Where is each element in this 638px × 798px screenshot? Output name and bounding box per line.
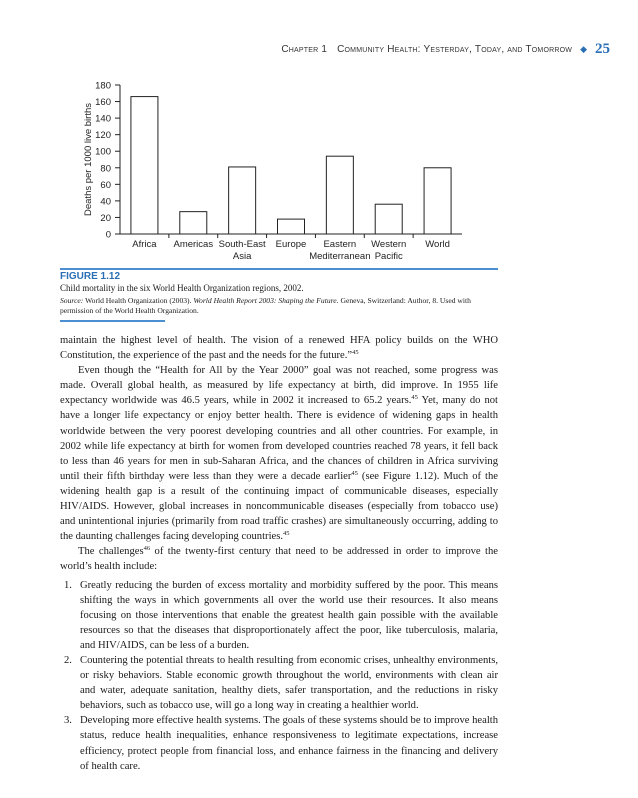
paragraph-2-text-b: Yet, many do not have a longer life expectancy or enjoy better health. There is evidence of widening gaps in health worldwide between the very poorest developing countries and all other countries. For example, in 2002 while life expectancy at birth for women from developed countries reached 78 years, it fell back to less than 46 years for men in sub-Saharan Africa, and the chances of children in Africa surviving until their fifth birthday were less than they were a decade earlier bbox=[60, 395, 498, 482]
category-label: South-East bbox=[218, 239, 266, 250]
y-tick-label: 40 bbox=[100, 196, 111, 208]
y-tick-label: 160 bbox=[95, 97, 111, 109]
bar bbox=[229, 167, 256, 234]
category-label: World bbox=[425, 239, 450, 250]
list-item-text: Countering the potential threats to health resulting from economic crises, unhealthy environments, or risky behaviors. Stable economic growth throughout the world, environments with clean air and water, adequate sanitation, healthy diets, safer transportation, and the reductions in risky behaviors, such as tobacco use, will go a long way in creating a healthier world. bbox=[80, 654, 498, 712]
category-label: Pacific bbox=[374, 251, 403, 262]
y-tick-label: 20 bbox=[100, 212, 111, 224]
bar bbox=[326, 156, 353, 234]
footnote-ref: 45 bbox=[411, 394, 418, 402]
y-tick-label: 140 bbox=[95, 113, 111, 125]
y-tick-label: 180 bbox=[95, 80, 111, 92]
page-number: 25 bbox=[595, 40, 610, 57]
paragraph-3 bbox=[60, 544, 498, 574]
header-chapter: Chapter 1 bbox=[281, 43, 328, 55]
paragraph-1 bbox=[60, 333, 498, 363]
footnote-ref: 45 bbox=[352, 349, 359, 357]
list-item-number: 3. bbox=[64, 715, 72, 727]
header-title: Community Health: Yesterday, Today, and Tomorrow bbox=[337, 43, 573, 55]
y-tick-label: 120 bbox=[95, 130, 111, 142]
list-item-text: Developing more effective health systems. The goals of these systems should be to improve health status, reduce health inequalities, enhance responsiveness to legitimate expectations, increase efficiency, protect people from financial loss, and enhance fairness in the financing and delivery of health care. bbox=[80, 715, 498, 772]
list-item-number: 1. bbox=[64, 579, 72, 591]
figure-source bbox=[60, 296, 500, 316]
footnote-ref: 45 bbox=[283, 530, 290, 538]
diamond-icon: ◆ bbox=[580, 43, 587, 54]
paragraph-3-text-b: of the twenty-first century that need to be addressed in order to improve the world’s health include: bbox=[60, 546, 498, 573]
paragraph-3-text-a: The challenges bbox=[78, 546, 144, 558]
bar bbox=[131, 97, 158, 234]
source-label: Source: bbox=[60, 296, 84, 305]
y-tick-label: 0 bbox=[105, 229, 111, 241]
list-item bbox=[60, 578, 498, 653]
bar-chart bbox=[0, 0, 638, 270]
category-label: Asia bbox=[232, 251, 252, 262]
paragraph-1-text: maintain the highest level of health. The vision of a renewed HFA policy builds on the WHO Constitution, the experience of the past and the needs for the future.” bbox=[60, 335, 498, 362]
footnote-ref: 46 bbox=[143, 545, 151, 553]
y-tick-label: 80 bbox=[100, 163, 111, 175]
figure-top-rule bbox=[60, 268, 498, 270]
list-item bbox=[60, 713, 498, 773]
y-tick-label: 60 bbox=[100, 179, 111, 191]
paragraph-2-text-a: Even though the “Health for All by the Year 2000” goal was not reached, some progress was made. Overall global health, as measured by life expectancy at birth, did improve. In 1955 life expectancy worldwide was 46.5 years, while in 2002 it increased to 65.2 years. bbox=[60, 365, 498, 407]
list-item-text: Greatly reducing the burden of excess mortality and morbidity suffered by the poor. This means shifting the ways in which governments all over the world use their resources. It also means focusing on those interventions that enable the greatest health gain possible with the available resources so that the diseases that disproportionately affect the poor, like tuberculosis, malaria, and HIV/AIDS, can be less of a burden. bbox=[80, 579, 498, 651]
list-item-number: 2. bbox=[64, 654, 72, 666]
y-axis-title: Deaths per 1000 live births bbox=[83, 102, 94, 217]
source-post: Geneva, Switzerland: Author, 8. Used with permission of the World Health Organization. bbox=[60, 296, 471, 315]
paragraph-2-text-c: (see Figure 1.12). Much of the widening health gap is a result of the continuing impact of communicable diseases, especially HIV/AIDS. However, global increases in noncommunicable diseases (especially from tobacco use) and unintentional injuries (primarily from road traffic crashes) are simultaneously occurring, adding to the daunting challenges facing developing countries. bbox=[60, 470, 498, 543]
list-item bbox=[60, 653, 498, 713]
paragraph-2 bbox=[60, 363, 498, 544]
figure-bottom-rule bbox=[60, 320, 165, 322]
source-pre: World Health Organization (2003). bbox=[83, 296, 194, 305]
category-label: Europe bbox=[275, 239, 307, 250]
figure-label: FIGURE 1.12 bbox=[60, 271, 121, 282]
bar bbox=[375, 204, 402, 234]
body-text bbox=[60, 333, 498, 774]
footnote-ref: 45 bbox=[351, 469, 358, 477]
bar bbox=[424, 168, 451, 234]
category-label: Western bbox=[371, 239, 407, 250]
y-tick-label: 100 bbox=[95, 146, 111, 158]
category-label: Americas bbox=[173, 239, 214, 250]
category-label: Mediterranean bbox=[309, 251, 371, 262]
bar bbox=[180, 212, 207, 234]
category-label: Africa bbox=[132, 239, 157, 250]
source-title: World Health Report 2003: Shaping the Future. bbox=[193, 296, 339, 305]
challenges-list bbox=[60, 578, 498, 774]
bar bbox=[278, 219, 305, 234]
figure-caption: Child mortality in the six World Health Organization regions, 2002. bbox=[60, 283, 304, 293]
category-label: Eastern bbox=[323, 239, 357, 250]
